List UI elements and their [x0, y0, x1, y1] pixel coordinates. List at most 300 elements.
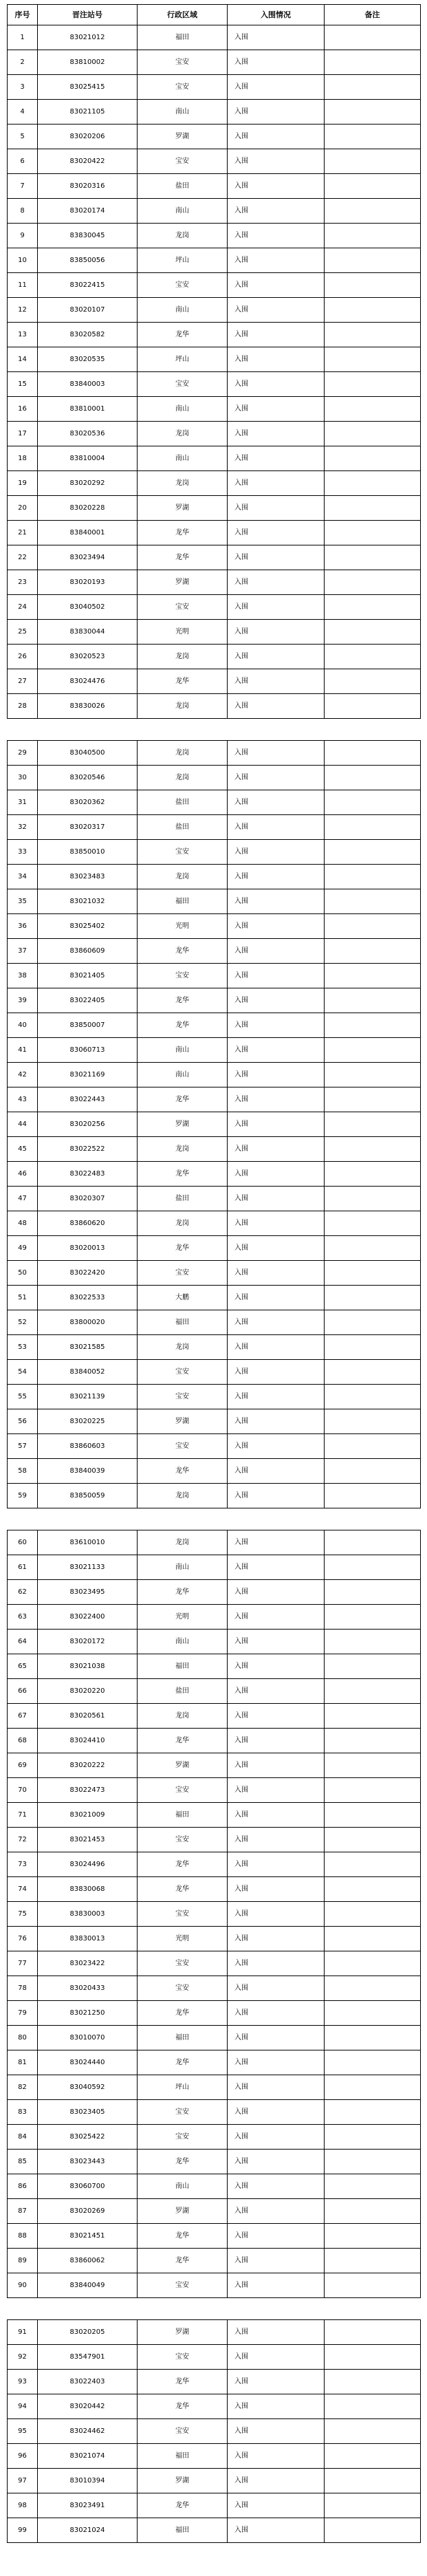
cell-district: 宝安	[138, 1951, 228, 1976]
cell-index: 14	[8, 347, 38, 372]
cell-station-code: 83020536	[38, 422, 138, 446]
cell-status: 入围	[228, 1778, 325, 1803]
cell-station-code: 83020561	[38, 1704, 138, 1729]
cell-station-code: 83840052	[38, 1360, 138, 1385]
cell-status: 入围	[228, 865, 325, 889]
cell-status: 入围	[228, 1580, 325, 1605]
station-table-continued	[7, 2319, 421, 2543]
cell-status: 入围	[228, 1654, 325, 1679]
cell-remark	[325, 1679, 421, 1704]
cell-index: 99	[8, 2518, 38, 2543]
table-row	[8, 1434, 421, 1459]
table-row	[8, 174, 421, 199]
cell-station-code: 83840003	[38, 372, 138, 397]
cell-remark	[325, 50, 421, 75]
cell-remark	[325, 939, 421, 964]
cell-status: 入围	[228, 620, 325, 645]
cell-district: 光明	[138, 620, 228, 645]
cell-district: 龙岗	[138, 865, 228, 889]
cell-index: 83	[8, 2100, 38, 2125]
cell-index: 59	[8, 1484, 38, 1508]
cell-index: 82	[8, 2075, 38, 2100]
cell-status: 入围	[228, 840, 325, 865]
table-row	[8, 25, 421, 50]
cell-district: 罗湖	[138, 125, 228, 149]
cell-district: 宝安	[138, 964, 228, 988]
cell-remark	[325, 1753, 421, 1778]
cell-index: 21	[8, 521, 38, 545]
cell-remark	[325, 1385, 421, 1409]
table-row	[8, 1063, 421, 1087]
table-row	[8, 1484, 421, 1508]
cell-remark	[325, 1310, 421, 1335]
table-row	[8, 1087, 421, 1112]
cell-district: 龙岗	[138, 645, 228, 669]
cell-status: 入围	[228, 1729, 325, 1753]
cell-district: 盐田	[138, 1187, 228, 1211]
cell-remark	[325, 2370, 421, 2394]
cell-status: 入围	[228, 2199, 325, 2224]
cell-status: 入围	[228, 25, 325, 50]
cell-district: 龙华	[138, 545, 228, 570]
cell-station-code: 83830026	[38, 694, 138, 719]
cell-remark	[325, 2518, 421, 2543]
cell-station-code: 83020523	[38, 645, 138, 669]
cell-index: 34	[8, 865, 38, 889]
cell-index: 48	[8, 1211, 38, 1236]
cell-station-code: 83022443	[38, 1087, 138, 1112]
cell-station-code: 83023443	[38, 2150, 138, 2174]
table-row	[8, 323, 421, 347]
cell-station-code: 83010394	[38, 2469, 138, 2493]
cell-index: 31	[8, 790, 38, 815]
cell-remark	[325, 1286, 421, 1310]
cell-station-code: 83020546	[38, 766, 138, 790]
cell-station-code: 83860609	[38, 939, 138, 964]
cell-status: 入围	[228, 2493, 325, 2518]
cell-district: 龙岗	[138, 766, 228, 790]
cell-index: 65	[8, 1654, 38, 1679]
cell-index: 64	[8, 1630, 38, 1654]
table-row	[8, 2518, 421, 2543]
cell-status: 入围	[228, 694, 325, 719]
cell-remark	[325, 2100, 421, 2125]
table-row	[8, 347, 421, 372]
cell-station-code: 83020107	[38, 298, 138, 323]
cell-district: 宝安	[138, 50, 228, 75]
table-row	[8, 1630, 421, 1654]
cell-district: 宝安	[138, 1778, 228, 1803]
cell-status: 入围	[228, 1976, 325, 2001]
cell-index: 55	[8, 1385, 38, 1409]
cell-district: 光明	[138, 1605, 228, 1630]
cell-index: 18	[8, 446, 38, 471]
table-row	[8, 1778, 421, 1803]
cell-index: 67	[8, 1704, 38, 1729]
cell-index: 20	[8, 496, 38, 521]
cell-index: 25	[8, 620, 38, 645]
cell-remark	[325, 2026, 421, 2050]
cell-station-code: 83830044	[38, 620, 138, 645]
cell-status: 入围	[228, 2026, 325, 2050]
cell-district: 龙华	[138, 2370, 228, 2394]
header-status: 入围情况	[228, 5, 325, 25]
cell-status: 入围	[228, 1360, 325, 1385]
table-row	[8, 1261, 421, 1286]
cell-status: 入围	[228, 1828, 325, 1852]
cell-index: 24	[8, 595, 38, 620]
cell-district: 龙华	[138, 2001, 228, 2026]
cell-district: 罗湖	[138, 2320, 228, 2345]
table-row	[8, 273, 421, 298]
cell-district: 坪山	[138, 248, 228, 273]
cell-station-code: 83021169	[38, 1063, 138, 1087]
cell-index: 92	[8, 2345, 38, 2370]
cell-district: 宝安	[138, 1434, 228, 1459]
cell-district: 龙华	[138, 1877, 228, 1902]
cell-district: 龙岗	[138, 1704, 228, 1729]
cell-remark	[325, 248, 421, 273]
cell-index: 94	[8, 2394, 38, 2419]
cell-status: 入围	[228, 2419, 325, 2444]
cell-index: 95	[8, 2419, 38, 2444]
cell-status: 入围	[228, 766, 325, 790]
cell-index: 3	[8, 75, 38, 100]
cell-district: 龙华	[138, 2394, 228, 2419]
cell-index: 90	[8, 2273, 38, 2298]
cell-station-code: 83021250	[38, 2001, 138, 2026]
cell-district: 龙华	[138, 1729, 228, 1753]
table-row	[8, 914, 421, 939]
cell-remark	[325, 422, 421, 446]
cell-index: 27	[8, 669, 38, 694]
cell-status: 入围	[228, 1112, 325, 1137]
cell-status: 入围	[228, 1803, 325, 1828]
cell-remark	[325, 199, 421, 224]
cell-index: 11	[8, 273, 38, 298]
table-row	[8, 1605, 421, 1630]
cell-status: 入围	[228, 2001, 325, 2026]
cell-index: 66	[8, 1679, 38, 1704]
cell-remark	[325, 446, 421, 471]
cell-district: 龙岗	[138, 1530, 228, 1555]
cell-district: 罗湖	[138, 1409, 228, 1434]
cell-status: 入围	[228, 2345, 325, 2370]
cell-remark	[325, 1852, 421, 1877]
cell-status: 入围	[228, 1038, 325, 1063]
cell-station-code: 83022400	[38, 1605, 138, 1630]
cell-status: 入围	[228, 2518, 325, 2543]
table-row	[8, 669, 421, 694]
cell-station-code: 83023494	[38, 545, 138, 570]
cell-station-code: 83021139	[38, 1385, 138, 1409]
cell-district: 宝安	[138, 2100, 228, 2125]
header-index: 序号	[8, 5, 38, 25]
cell-station-code: 83021012	[38, 25, 138, 50]
cell-remark	[325, 174, 421, 199]
cell-status: 入围	[228, 298, 325, 323]
cell-index: 76	[8, 1927, 38, 1951]
cell-remark	[325, 2249, 421, 2273]
cell-district: 罗湖	[138, 1753, 228, 1778]
cell-station-code: 83023495	[38, 1580, 138, 1605]
table-row	[8, 1335, 421, 1360]
table-row	[8, 125, 421, 149]
cell-district: 福田	[138, 1310, 228, 1335]
cell-district: 罗湖	[138, 496, 228, 521]
cell-remark	[325, 273, 421, 298]
cell-index: 13	[8, 323, 38, 347]
cell-index: 81	[8, 2050, 38, 2075]
table-row	[8, 2050, 421, 2075]
cell-district: 福田	[138, 2026, 228, 2050]
cell-district: 龙华	[138, 1236, 228, 1261]
table-row	[8, 766, 421, 790]
cell-remark	[325, 323, 421, 347]
cell-station-code: 83020222	[38, 1753, 138, 1778]
cell-district: 盐田	[138, 174, 228, 199]
cell-status: 入围	[228, 2224, 325, 2249]
cell-remark	[325, 1162, 421, 1187]
table-row	[8, 1704, 421, 1729]
cell-station-code: 83025415	[38, 75, 138, 100]
station-table-continued	[7, 740, 421, 1508]
table-row	[8, 1211, 421, 1236]
cell-station-code: 83020013	[38, 1236, 138, 1261]
cell-station-code: 83060713	[38, 1038, 138, 1063]
cell-index: 50	[8, 1261, 38, 1286]
table-row	[8, 471, 421, 496]
cell-status: 入围	[228, 149, 325, 174]
cell-district: 龙华	[138, 2224, 228, 2249]
document-page	[7, 4, 420, 2543]
table-row	[8, 1038, 421, 1063]
table-row	[8, 224, 421, 248]
cell-index: 72	[8, 1828, 38, 1852]
cell-station-code: 83840049	[38, 2273, 138, 2298]
cell-remark	[325, 2394, 421, 2419]
cell-remark	[325, 620, 421, 645]
cell-remark	[325, 471, 421, 496]
cell-district: 盐田	[138, 815, 228, 840]
cell-index: 78	[8, 1976, 38, 2001]
cell-status: 入围	[228, 1852, 325, 1877]
cell-status: 入围	[228, 75, 325, 100]
cell-district: 龙岗	[138, 471, 228, 496]
table-row	[8, 50, 421, 75]
table-row	[8, 1013, 421, 1038]
cell-station-code: 83810001	[38, 397, 138, 422]
cell-district: 南山	[138, 1555, 228, 1580]
cell-index: 44	[8, 1112, 38, 1137]
cell-remark	[325, 840, 421, 865]
table-row	[8, 1137, 421, 1162]
cell-index: 17	[8, 422, 38, 446]
table-row	[8, 372, 421, 397]
cell-status: 入围	[228, 2444, 325, 2469]
cell-station-code: 83023405	[38, 2100, 138, 2125]
cell-status: 入围	[228, 199, 325, 224]
cell-index: 69	[8, 1753, 38, 1778]
cell-district: 光明	[138, 1927, 228, 1951]
cell-district: 宝安	[138, 2273, 228, 2298]
cell-remark	[325, 224, 421, 248]
cell-status: 入围	[228, 595, 325, 620]
cell-station-code: 83840001	[38, 521, 138, 545]
cell-status: 入围	[228, 521, 325, 545]
table-row	[8, 1580, 421, 1605]
cell-status: 入围	[228, 2050, 325, 2075]
cell-district: 龙华	[138, 1852, 228, 1877]
cell-status: 入围	[228, 323, 325, 347]
cell-district: 龙岗	[138, 224, 228, 248]
cell-index: 96	[8, 2444, 38, 2469]
cell-index: 46	[8, 1162, 38, 1187]
cell-status: 入围	[228, 2125, 325, 2150]
cell-remark	[325, 1013, 421, 1038]
cell-index: 62	[8, 1580, 38, 1605]
cell-remark	[325, 595, 421, 620]
cell-station-code: 83610010	[38, 1530, 138, 1555]
cell-district: 龙华	[138, 323, 228, 347]
cell-station-code: 83020422	[38, 149, 138, 174]
cell-remark	[325, 1630, 421, 1654]
cell-status: 入围	[228, 2394, 325, 2419]
cell-status: 入围	[228, 2370, 325, 2394]
cell-remark	[325, 347, 421, 372]
cell-district: 龙华	[138, 2050, 228, 2075]
cell-station-code: 83020193	[38, 570, 138, 595]
cell-index: 42	[8, 1063, 38, 1087]
cell-status: 入围	[228, 1063, 325, 1087]
cell-status: 入围	[228, 1679, 325, 1704]
cell-index: 74	[8, 1877, 38, 1902]
cell-station-code: 83020206	[38, 125, 138, 149]
cell-station-code: 83021451	[38, 2224, 138, 2249]
cell-status: 入围	[228, 1162, 325, 1187]
cell-station-code: 83020317	[38, 815, 138, 840]
cell-district: 龙华	[138, 669, 228, 694]
cell-district: 南山	[138, 100, 228, 125]
table-row	[8, 2320, 421, 2345]
table-row	[8, 1409, 421, 1434]
table-row	[8, 446, 421, 471]
header-station-code: 晋注站号	[38, 5, 138, 25]
cell-station-code: 83021453	[38, 1828, 138, 1852]
table-row	[8, 2150, 421, 2174]
cell-index: 29	[8, 741, 38, 766]
cell-station-code: 83024440	[38, 2050, 138, 2075]
table-row	[8, 2394, 421, 2419]
cell-station-code: 83860620	[38, 1211, 138, 1236]
cell-remark	[325, 790, 421, 815]
cell-district: 龙华	[138, 2249, 228, 2273]
cell-district: 福田	[138, 25, 228, 50]
cell-status: 入围	[228, 1261, 325, 1286]
cell-index: 7	[8, 174, 38, 199]
header-remark: 备注	[325, 5, 421, 25]
cell-district: 宝安	[138, 1360, 228, 1385]
cell-district: 罗湖	[138, 2469, 228, 2493]
cell-index: 15	[8, 372, 38, 397]
table-row	[8, 2273, 421, 2298]
cell-status: 入围	[228, 790, 325, 815]
cell-district: 南山	[138, 1063, 228, 1087]
cell-remark	[325, 372, 421, 397]
cell-remark	[325, 914, 421, 939]
cell-district: 福田	[138, 889, 228, 914]
table-row	[8, 2174, 421, 2199]
cell-remark	[325, 1261, 421, 1286]
cell-status: 入围	[228, 273, 325, 298]
cell-district: 宝安	[138, 2345, 228, 2370]
cell-status: 入围	[228, 2273, 325, 2298]
cell-remark	[325, 1137, 421, 1162]
cell-remark	[325, 2199, 421, 2224]
table-row	[8, 865, 421, 889]
cell-status: 入围	[228, 645, 325, 669]
cell-district: 龙岗	[138, 1335, 228, 1360]
cell-station-code: 83020535	[38, 347, 138, 372]
cell-remark	[325, 1580, 421, 1605]
table-row	[8, 2469, 421, 2493]
cell-index: 70	[8, 1778, 38, 1803]
cell-status: 入围	[228, 1605, 325, 1630]
table-row	[8, 1976, 421, 2001]
cell-status: 入围	[228, 889, 325, 914]
table-row	[8, 988, 421, 1013]
table-row	[8, 889, 421, 914]
cell-district: 龙华	[138, 1087, 228, 1112]
cell-remark	[325, 25, 421, 50]
cell-index: 41	[8, 1038, 38, 1063]
table-row	[8, 248, 421, 273]
table-row	[8, 1236, 421, 1261]
cell-index: 19	[8, 471, 38, 496]
cell-station-code: 83022533	[38, 1286, 138, 1310]
cell-station-code: 83021585	[38, 1335, 138, 1360]
cell-index: 80	[8, 2026, 38, 2050]
cell-status: 入围	[228, 545, 325, 570]
cell-index: 86	[8, 2174, 38, 2199]
cell-district: 宝安	[138, 1902, 228, 1927]
cell-status: 入围	[228, 1087, 325, 1112]
cell-status: 入围	[228, 174, 325, 199]
cell-remark	[325, 1803, 421, 1828]
cell-index: 4	[8, 100, 38, 125]
cell-district: 南山	[138, 1038, 228, 1063]
cell-station-code: 83860062	[38, 2249, 138, 2273]
cell-station-code: 83020205	[38, 2320, 138, 2345]
cell-remark	[325, 1530, 421, 1555]
cell-index: 9	[8, 224, 38, 248]
cell-index: 89	[8, 2249, 38, 2273]
table-row	[8, 741, 421, 766]
cell-district: 南山	[138, 2174, 228, 2199]
table-row	[8, 1828, 421, 1852]
cell-remark	[325, 645, 421, 669]
cell-status: 入围	[228, 1137, 325, 1162]
cell-status: 入围	[228, 347, 325, 372]
cell-status: 入围	[228, 939, 325, 964]
table-row	[8, 2370, 421, 2394]
cell-district: 南山	[138, 446, 228, 471]
cell-remark	[325, 1902, 421, 1927]
table-row	[8, 1555, 421, 1580]
table-row	[8, 1927, 421, 1951]
cell-station-code: 83060700	[38, 2174, 138, 2199]
cell-index: 33	[8, 840, 38, 865]
